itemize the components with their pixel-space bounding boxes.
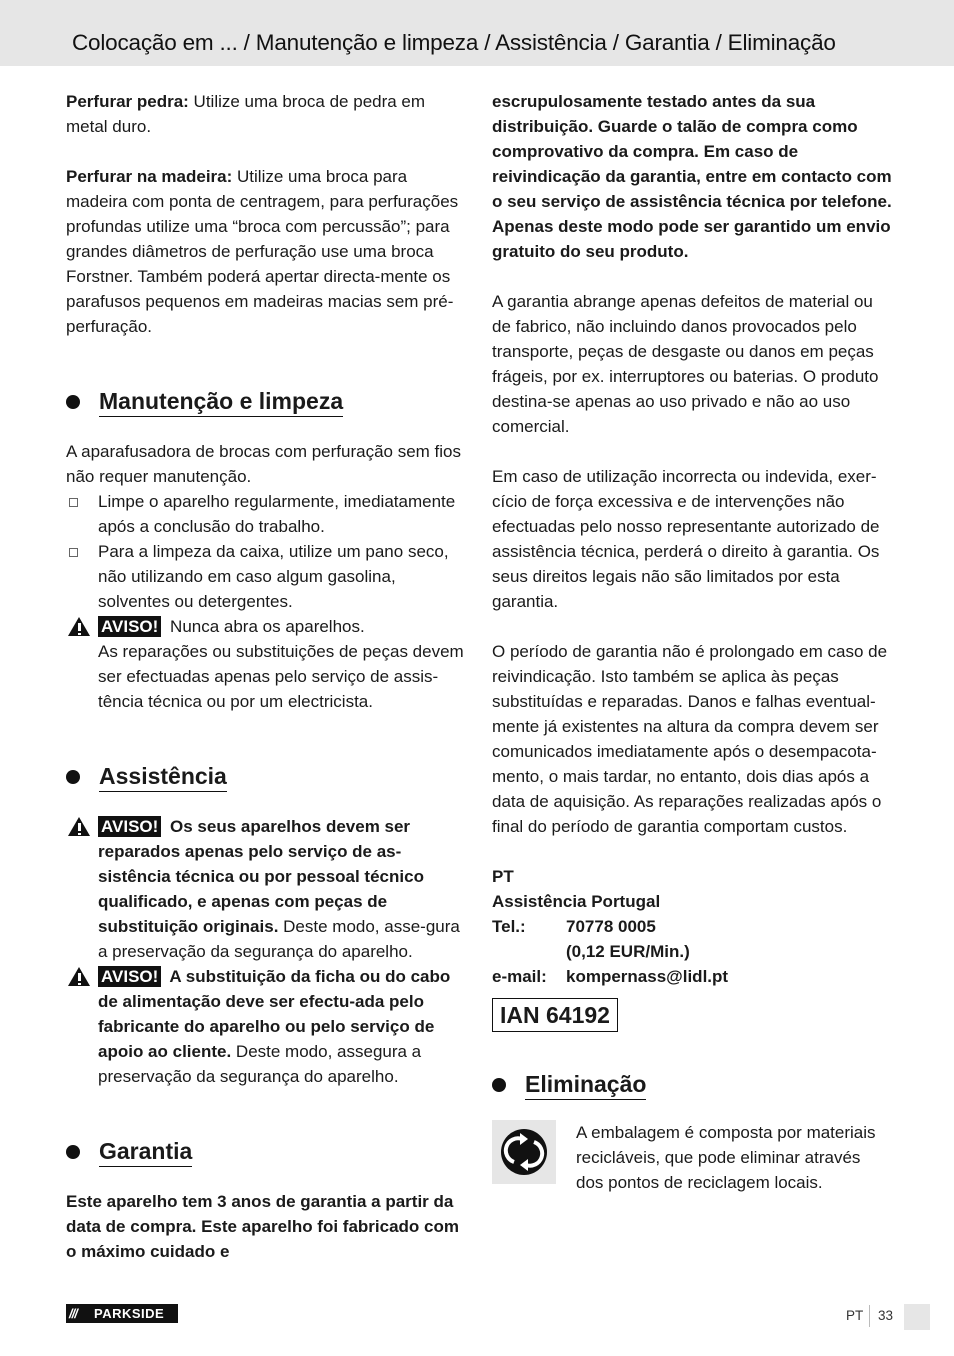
tel-label: Tel.: — [492, 917, 526, 936]
contact-service: Assistência Portugal — [492, 892, 661, 911]
disposal-text: A embalagem é composta por materiais recicláveis, que pode eliminar através dos pontos de reciclagem locais. — [576, 1123, 876, 1192]
disposal-block — [492, 1120, 892, 1195]
warning-badge: AVISO! — [98, 816, 161, 837]
warning-note: AVISO! Os seus aparelhos devem ser reparados apenas pelo serviço de as-sistência técnica ou por pessoal técnico qualificado, e apenas com peças de substituição originais. Deste modo, asse-gura a preservação da segurança do aparelho. — [66, 814, 466, 964]
page-separator — [869, 1305, 870, 1327]
warranty-paragraph: A garantia abrange apenas defeitos de material ou de fabrico, não incluindo danos provocados pelo transporte, peças de desgaste ou danos em peças frágeis, por ex. interruptores ou baterias. O produto destina-se apenas ao uso privado e não ao uso comercial. — [492, 292, 879, 436]
warning-triangle-icon — [68, 967, 90, 986]
page-language: PT — [846, 1308, 864, 1323]
page-corner-box — [904, 1304, 930, 1330]
maintenance-intro: A aparafusadora de brocas com perfuração sem fios não requer manutenção. — [66, 442, 461, 486]
page-header — [0, 0, 954, 66]
drill-wood-label: Perfurar na madeira: — [66, 167, 233, 186]
page-title: Colocação em ... / Manutenção e limpeza / Assistência / Garantia / Eliminação — [72, 30, 836, 55]
warranty-bold-paragraph: Este aparelho tem 3 anos de garantia a partir da data de compra. Este aparelho foi fabricado com o máximo cuidado e — [66, 1192, 459, 1261]
parkside-logo: /// PARKSIDE — [66, 1304, 178, 1323]
email-address[interactable]: kompernass@lidl.pt — [566, 967, 729, 986]
email-label: e-mail: — [492, 967, 547, 986]
ian-number: IAN 64192 — [492, 998, 618, 1032]
page-number: 33 — [878, 1308, 894, 1323]
list-item: Para a limpeza da caixa, utilize um pano seco, não utilizando em caso algum gasolina, solventes ou detergentes. — [66, 539, 466, 614]
list-item: Limpe o aparelho regularmente, imediatamente após a conclusão do trabalho. — [66, 489, 466, 539]
warranty-section-heading: Garantia — [66, 1137, 466, 1167]
section-bullet-icon — [66, 770, 80, 784]
service-contact — [492, 864, 728, 989]
section-bullet-icon — [66, 1145, 80, 1159]
warning-note: AVISO! A substituição da ficha ou do cabo de alimentação deve ser efectu-ada pelo fabricante do aparelho ou pelo serviço de apoio ao cliente. Deste modo, assegura a preservação da segurança do aparelho. — [66, 964, 466, 1089]
left-column — [66, 89, 466, 1264]
tel-rate: (0,12 EUR/Min.) — [566, 942, 690, 961]
warning-triangle-icon — [68, 817, 90, 836]
warranty-paragraph: Em caso de utilização incorrecta ou indevida, exer-cício de força excessiva e de intervenções não efectuadas pelo nosso representante autorizado de assistência técnica, perderá o direito à garantia. Os seus direitos legais não são limitados por esta garantia. — [492, 467, 880, 611]
drill-stone-label: Perfurar pedra: — [66, 92, 189, 111]
warranty-paragraph: O período de garantia não é prolongado em caso de reivindicação. Isto também se aplica às peças substituídas e reparadas. Danos e falhas eventual-mente já existentes na altura da compra devem ser comunicados imediatamente após o desempacota-mento, o mais tardar, no entanto, dois dias após a data de aquisição. As reparações realizadas após o final do período de garantia comportam custos. — [492, 642, 888, 836]
assistance-section-heading: Assistência — [66, 762, 466, 792]
checkbox-square-icon — [69, 548, 78, 557]
tel-number: 70778 0005 — [566, 917, 656, 936]
contact-country: PT — [492, 867, 514, 886]
section-bullet-icon — [66, 395, 80, 409]
warranty-bold-continued: escrupulosamente testado antes da sua distribuição. Guarde o talão de compra como comprovativo da compra. Em caso de reivindicação da garantia, entre em contacto com o seu serviço de assistência técnica por telefone. Apenas deste modo pode ser garantido um envio gratuito do seu produto. — [492, 92, 892, 261]
drill-wood-paragraph: Perfurar na madeira: Utilize uma broca para madeira com ponta de centragem, para perfurações profundas utilize uma “broca com percussão”; para grandes diâmetros de perfuração use uma broca Forstner. Também poderá apertar directa-mente os parafusos pequenos em madeiras macias sem pré-perfuração. — [66, 167, 459, 336]
warning-badge: AVISO! — [98, 616, 161, 637]
warning-triangle-icon — [68, 617, 90, 636]
checkbox-square-icon — [69, 498, 78, 507]
warning-note: AVISO! Nunca abra os aparelhos. As reparações ou substituições de peças devem ser efectuadas apenas pelo serviço de assis-tência técnica ou por um electricista. — [66, 614, 466, 714]
disposal-section-heading: Eliminação — [492, 1070, 892, 1100]
recycling-icon — [492, 1120, 556, 1184]
right-column — [492, 89, 892, 1195]
maintenance-section-heading: Manutenção e limpeza — [66, 387, 466, 417]
warning-badge: AVISO! — [98, 966, 161, 987]
section-bullet-icon — [492, 1078, 506, 1092]
drill-stone-paragraph: Perfurar pedra: Utilize uma broca de pedra em metal duro. — [66, 92, 426, 136]
